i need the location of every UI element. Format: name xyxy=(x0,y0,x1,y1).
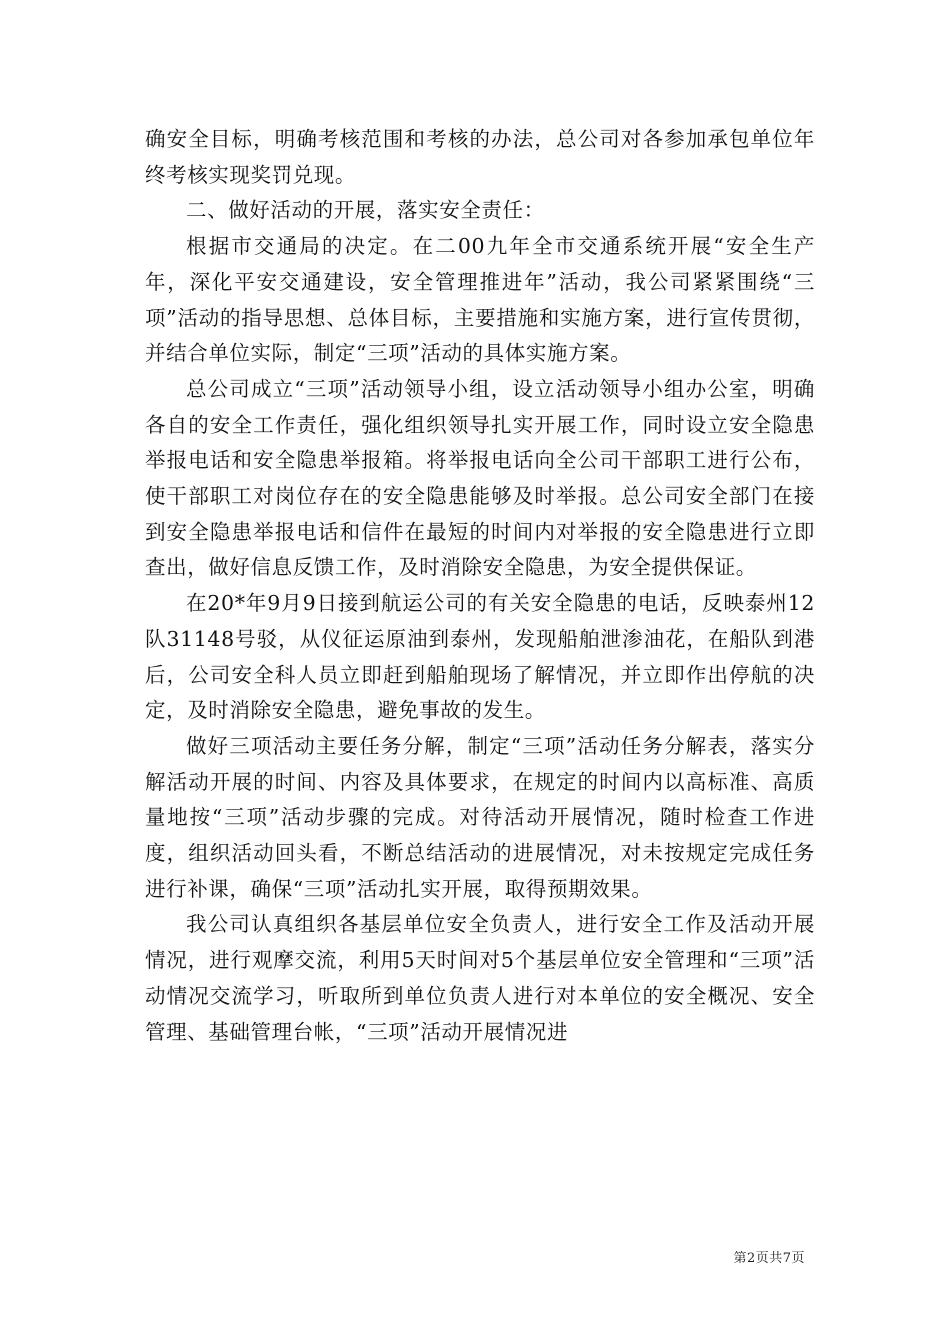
paragraph-continuation: 确安全目标，明确考核范围和考核的办法，总公司对各参加承包单位年终考核实现奖罚兑现。 xyxy=(145,127,815,187)
paragraph: 总公司成立“三项”活动领导小组，设立活动领导小组办公室，明确各自的安全工作责任，强化组织领导扎实开展工作，同时设立安全隐患举报电话和安全隐患举报箱。将举报电话向全公司干部职工进行公布，使干部职工对岗位存在的安全隐患能够及时举报。总公司安全部门在接到安全隐患举报电话和信件在最短的时间内对举报的安全隐患进行立即查出，做好信息反馈工作，及时消除安全隐患，为安全提供保证。 xyxy=(145,376,815,580)
paragraph: 做好三项活动主要任务分解，制定“三项”活动任务分解表，落实分解活动开展的时间、内容及具体要求，在规定的时间内以高标准、高质量地按“三项”活动步骤的完成。对待活动开展情况，随时检查工作进度，组织活动回头看，不断总结活动的进展情况，对未按规定完成任务进行补课，确保“三项”活动扎实开展，取得预期效果。 xyxy=(145,733,815,901)
paragraph: 我公司认真组织各基层单位安全负责人，进行安全工作及活动开展情况，进行观摩交流，利用5天时间对5个基层单位安全管理和“三项”活动情况交流学习，听取所到单位负责人进行对本单位的安全概况、安全管理、基础管理台帐，“三项”活动开展情况进 xyxy=(145,912,815,1044)
section-heading: 二、做好活动的开展，落实安全责任： xyxy=(186,198,545,223)
document-body xyxy=(145,122,815,1050)
paragraph: 在20*年9月9日接到航运公司的有关安全隐患的电话，反映泰州12队31148号驳，从仪征运原油到泰州，发现船舶泄渗油花，在船队到港后，公司安全科人员立即赶到船舶现场了解情况，并立即作出停航的决定，及时消除安全隐患，避免事故的发生。 xyxy=(145,591,815,723)
paragraph: 根据市交通局的决定。在二00九年全市交通系统开展“安全生产年，深化平安交通建设，安全管理推进年”活动，我公司紧紧围绕“三项”活动的指导思想、总体目标，主要措施和实施方案，进行宣传贯彻，并结合单位实际，制定“三项”活动的具体实施方案。 xyxy=(145,234,815,366)
page-number-footer: 第2页共7页 xyxy=(733,1251,805,1266)
